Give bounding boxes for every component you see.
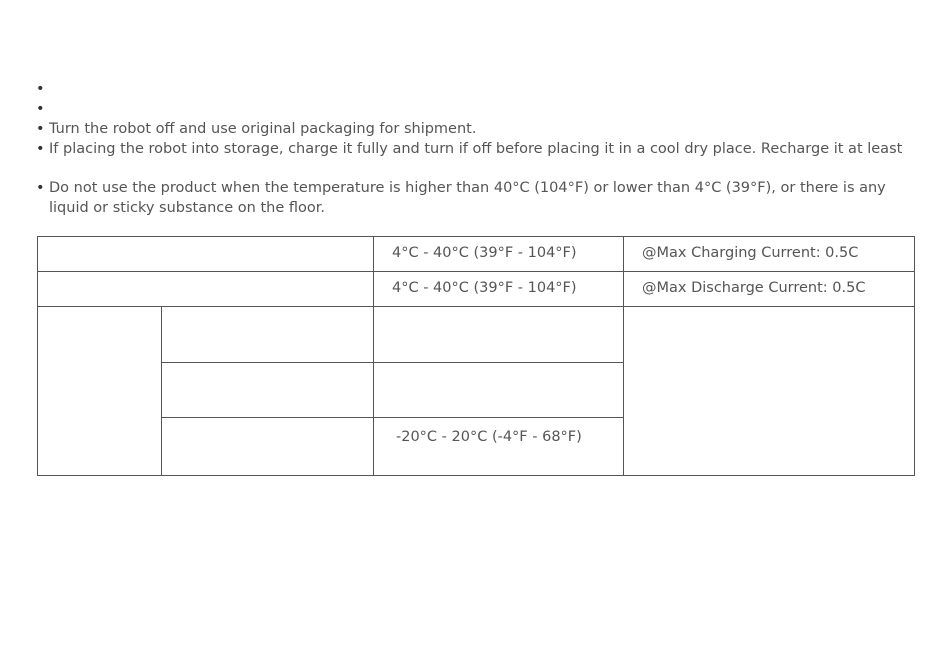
- bullet-dot-icon: •: [36, 180, 45, 196]
- temperature-spec-table: [37, 236, 915, 476]
- bullet-dot-icon: •: [36, 121, 45, 137]
- bullet-dot-icon: •: [36, 81, 45, 97]
- storage-sub-range-cell: [374, 307, 624, 363]
- bullet-item: [36, 179, 916, 218]
- bullet-dot-icon: •: [36, 101, 45, 117]
- storage-sub-label-cell: [162, 363, 374, 418]
- table-row: [38, 237, 915, 272]
- bullet-text: Turn the robot off and use original packaging for shipment.: [49, 121, 477, 137]
- bullet-item: [36, 140, 916, 160]
- storage-sub-label-cell: [162, 418, 374, 476]
- bullet-dot-icon: •: [36, 141, 45, 157]
- storage-sub-range-cell: [374, 363, 624, 418]
- storage-sub-range-cell: -20°C - 20°C (-4°F - 68°F): [374, 418, 624, 476]
- discharge-range-cell: 4°C - 40°C (39°F - 104°F): [374, 272, 624, 307]
- discharge-label-cell: [38, 272, 374, 307]
- storage-label-cell: [38, 307, 162, 476]
- storage-sub-label-cell: [162, 307, 374, 363]
- bullet-item: [36, 120, 916, 140]
- discharge-note-cell: @Max Discharge Current: 0.5C: [624, 272, 915, 307]
- storage-note-cell: [624, 307, 915, 476]
- bullet-text: Do not use the product when the temperature is higher than 40°C (104°F) or lower than 4°C (39°F), or there is any liquid or sticky substance on the floor.: [49, 180, 886, 216]
- charging-note-cell: @Max Charging Current: 0.5C: [624, 237, 915, 272]
- table-row: [38, 272, 915, 307]
- charging-range-cell: 4°C - 40°C (39°F - 104°F): [374, 237, 624, 272]
- bullet-text: If placing the robot into storage, charge it fully and turn if off before placing it in a cool dry place. Recharge it at least: [49, 141, 903, 157]
- table-row: [38, 307, 915, 363]
- charging-label-cell: [38, 237, 374, 272]
